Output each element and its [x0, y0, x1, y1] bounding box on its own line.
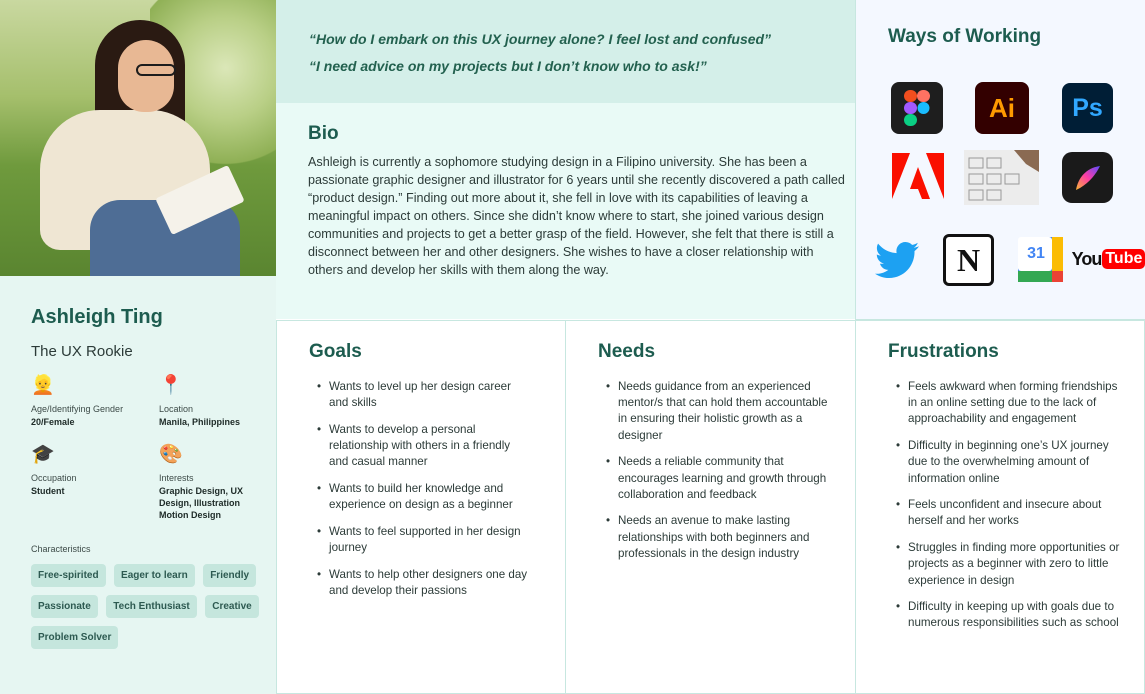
- list-item: • Feels unconfident and insecure about herself and her works: [888, 497, 1128, 529]
- list-item: • Wants to develop a personal relationship with others in a friendly and casual manner: [309, 422, 529, 471]
- persona-photo: [0, 0, 276, 276]
- chip: Eager to learn: [114, 564, 195, 587]
- fact-age: 👱 Age/Identifying Gender 20/Female: [31, 374, 151, 428]
- list-item: • Feels awkward when forming friendships in an online setting due to the lack of approachability and engagement: [888, 379, 1128, 428]
- bio-text: Ashleigh is currently a sophomore studying design in a Filipino university. She has been a passionate graphic designer and illustrator for 6 years until she recently discovered a path called “product design.” Finding out more about it, she fell in love with its capabilities of leaving a meaningful impact on others. Since she didn’t know where to start, she joined various design communities and projects to get a better grasp of the field. However, she felt that there is still a disconnect between her and other designers. She wishes to have a closer relationship with others and develop her skills with them along the way.: [308, 155, 845, 277]
- profile-panel: [0, 276, 276, 694]
- goals-card: [276, 320, 566, 694]
- list-item: • Needs an avenue to make lasting relationships with both beginners and professionals in the design industry: [598, 513, 830, 562]
- twitter-icon: [874, 240, 920, 280]
- sketches-icon: [964, 150, 1039, 205]
- needs-card: [565, 320, 856, 694]
- goals-title: Goals: [309, 341, 362, 362]
- persona-name: Ashleigh Ting: [31, 306, 163, 328]
- palette-icon: 🎨: [159, 444, 183, 465]
- person-icon: 👱: [31, 375, 55, 396]
- quote: “How do I embark on this UX journey alone? I feel lost and confused”: [309, 31, 772, 47]
- list-item: • Needs guidance from an experienced mentor/s that can hold them accountable in ensuring their holistic growth as a designer: [598, 379, 830, 444]
- list-item: • Difficulty in beginning one’s UX journey due to the overwhelming amount of information online: [888, 438, 1128, 487]
- bio-panel: [276, 103, 855, 319]
- chip: Friendly: [203, 564, 256, 587]
- chip: Free-spirited: [31, 564, 106, 587]
- needs-list: [598, 379, 830, 562]
- figma-icon: [891, 82, 943, 134]
- list-item: • Difficulty in keeping up with goals due to numerous responsibilities such as school: [888, 599, 1128, 631]
- list-item: • Needs a reliable community that encourages learning and growth through collaboration and feedback: [598, 454, 830, 503]
- ways-of-working-panel: [855, 0, 1145, 320]
- list-item: • Wants to help other designers one day and develop their passions: [309, 567, 529, 599]
- notion-icon: N: [943, 234, 994, 286]
- frustrations-list: [888, 379, 1128, 632]
- list-item: • Struggles in finding more opportunities or projects as a beginner with zero to little experience in design: [888, 540, 1128, 589]
- persona-title: The UX Rookie: [31, 343, 133, 360]
- chip: Tech Enthusiast: [106, 595, 197, 618]
- list-item: • Wants to feel supported in her design journey: [309, 524, 529, 556]
- illustrator-icon: Ai: [975, 82, 1029, 134]
- frustrations-title: Frustrations: [888, 341, 999, 362]
- chip: Passionate: [31, 595, 98, 618]
- photoshop-icon: Ps: [1062, 83, 1113, 133]
- google-calendar-icon: 31: [1018, 237, 1063, 282]
- fact-location: 📍 Location Manila, Philippines: [159, 374, 279, 428]
- list-item: • Wants to level up her design career and skills: [309, 379, 529, 411]
- characteristics-label: Characteristics: [31, 544, 91, 554]
- chip: Creative: [205, 595, 258, 618]
- quote: “I need advice on my projects but I don’t know who to ask!”: [309, 58, 707, 74]
- ways-title: Ways of Working: [888, 26, 1042, 47]
- fact-interests: 🎨 Interests Graphic Design, UX Design, Illustration Motion Design: [159, 443, 259, 521]
- bio-title: Bio: [308, 123, 339, 144]
- characteristics-chips: [31, 564, 266, 657]
- list-item: • Wants to build her knowledge and experience on design as a beginner: [309, 481, 529, 513]
- graduation-cap-icon: 🎓: [31, 444, 55, 465]
- goals-list: [309, 379, 529, 599]
- frustrations-card: [855, 320, 1145, 694]
- chip: Problem Solver: [31, 626, 118, 649]
- needs-title: Needs: [598, 341, 656, 362]
- fact-occupation: 🎓 Occupation Student: [31, 443, 151, 497]
- quotes-panel: [276, 0, 855, 103]
- procreate-icon: [1062, 152, 1113, 203]
- pin-icon: 📍: [159, 375, 183, 396]
- youtube-icon: You Tube: [1081, 246, 1136, 272]
- adobe-icon: [892, 153, 944, 199]
- persona-facts: [31, 374, 276, 544]
